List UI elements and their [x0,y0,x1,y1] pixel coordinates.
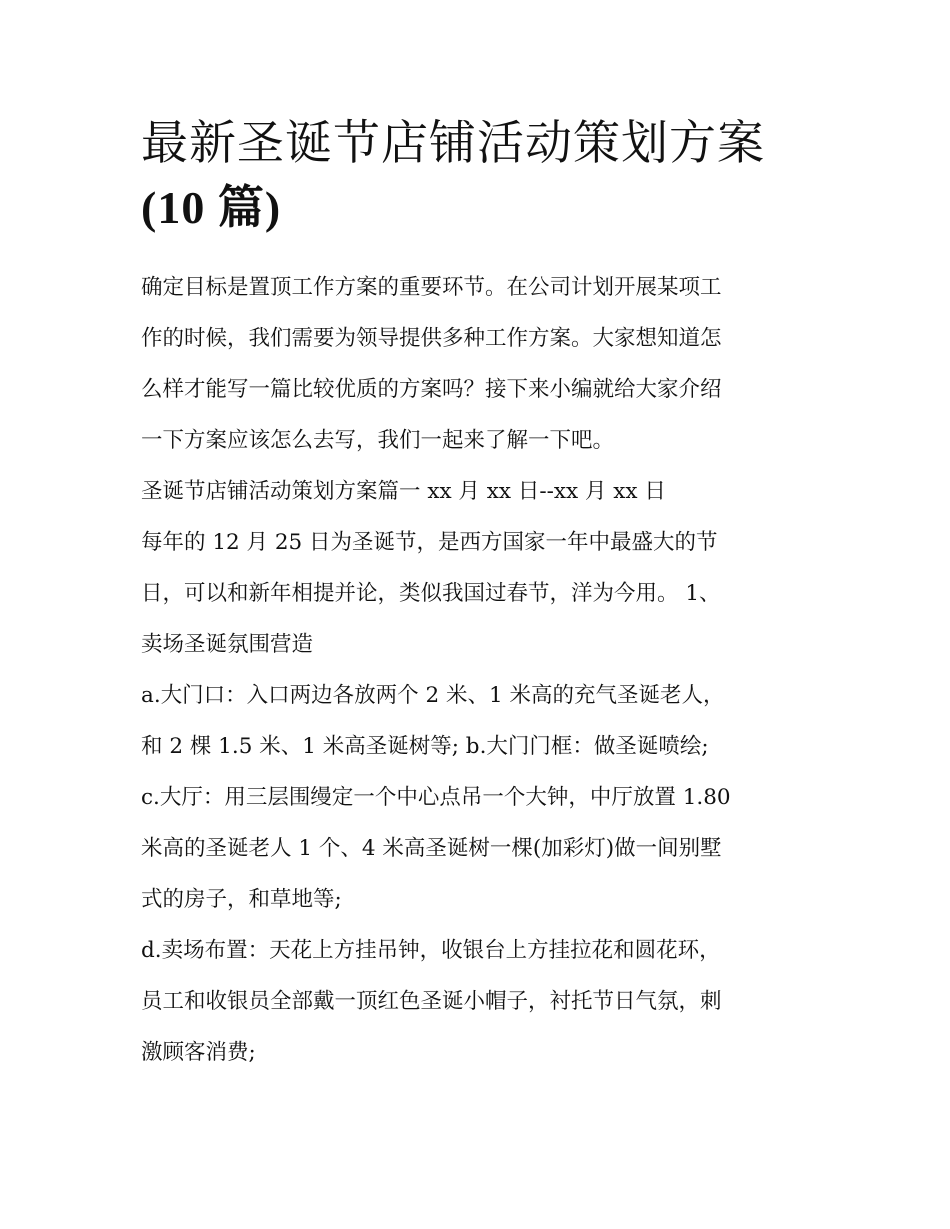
text-line: 圣诞节店铺活动策划方案篇一 xx 月 xx 日--xx 月 xx 日 [141,479,666,504]
text-line: 员工和收银员全部戴一顶红色圣诞小帽子，衬托节日气氛，刺 [141,989,722,1014]
section-heading [141,466,821,517]
text-line: 每年的 12 月 25 日为圣诞节，是西方国家一年中最盛大的节 [141,530,718,555]
document-title [141,112,821,240]
text-line: 一下方案应该怎么去写，我们一起来了解一下吧。 [141,428,615,453]
text-line: 激顾客消费; [141,1040,256,1065]
body-paragraph [141,517,821,670]
intro-paragraph [141,262,821,466]
text-line: d.卖场布置：天花上方挂吊钟，收银台上方挂拉花和圆花环， [141,938,721,963]
title-line-1: 最新圣诞节店铺活动策划方案 [141,116,765,171]
document-body [141,262,821,1078]
text-line: 日，可以和新年相提并论，类似我国过春节，洋为今用。 1、 [141,581,721,606]
text-line: a.大门口：入口两边各放两个 2 米、1 米高的充气圣诞老人， [141,683,725,708]
body-paragraph [141,925,821,1078]
text-line: 么样才能写一篇比较优质的方案吗？接下来小编就给大家介绍 [141,377,722,402]
title-line-2: (10 篇) [141,182,282,233]
body-paragraph [141,772,821,925]
text-line: 米高的圣诞老人 1 个、4 米高圣诞树一棵(加彩灯)做一间别墅 [141,836,722,861]
text-line: 确定目标是置顶工作方案的重要环节。在公司计划开展某项工 [141,275,722,300]
text-line: c.大厅：用三层围缦定一个中心点吊一个大钟，中厅放置 1.80 [141,785,731,810]
document-page [141,112,821,1078]
text-line: 和 2 棵 1.5 米、1 米高圣诞树等; b.大门门框：做圣诞喷绘; [141,734,709,759]
body-paragraph [141,670,821,772]
text-line: 式的房子，和草地等; [141,887,342,912]
text-line: 卖场圣诞氛围营造 [141,632,314,657]
text-line: 作的时候，我们需要为领导提供多种工作方案。大家想知道怎 [141,326,722,351]
